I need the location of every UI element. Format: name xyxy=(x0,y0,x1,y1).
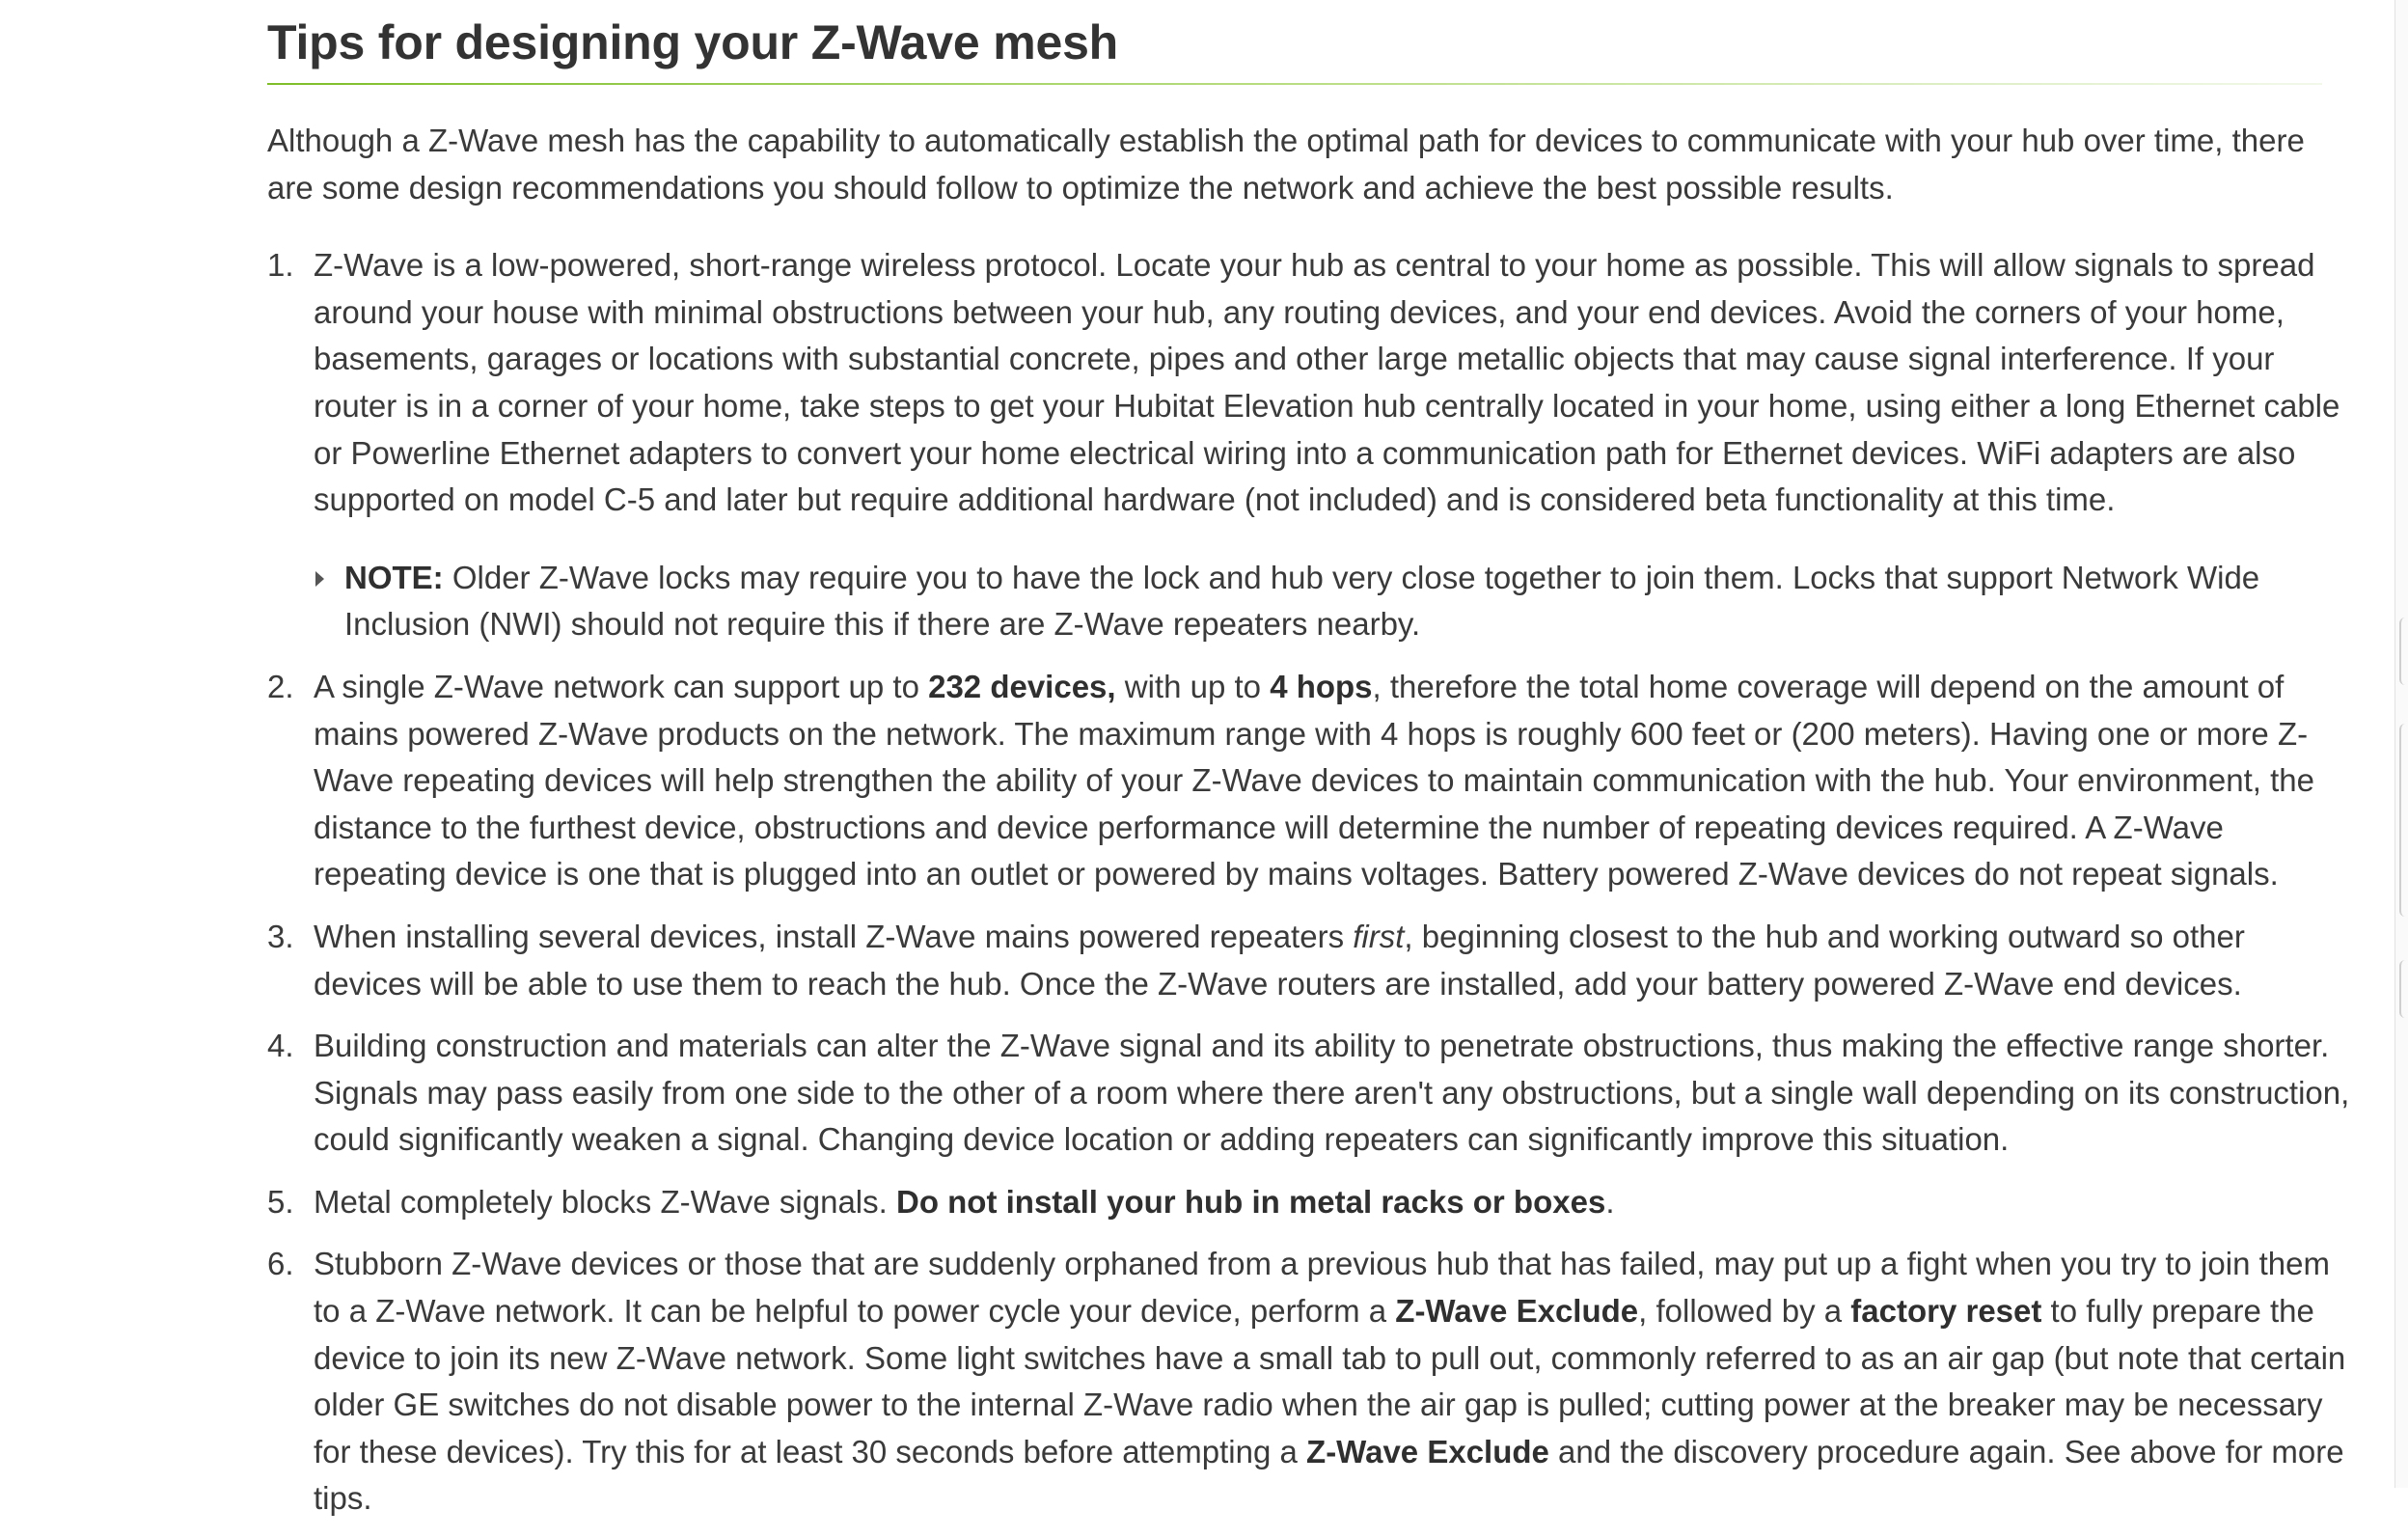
list-item-text: Z-Wave is a low-powered, short-range wireless protocol. Locate your hub as central to your home as possible. This will allow signals to spread around your house with minimal obstructions between your hub, any routing devices, and your end devices. Avoid the corners of your home, basements, garages or locations with substantial concrete, pipes and other large metallic objects that may cause signal interference. If your router is in a corner of your home, take steps to get your Hubitat Elevation hub centrally located in your home, using either a long Ethernet cable or Powerline Ethernet adapters to convert your home electrical wiring into a communication path for Ethernet devices. WiFi adapters are also supported on model C-5 and later but require additional hardware (not included) and is considered beta functionality at this time. xyxy=(314,247,2340,518)
list-item-number: 1. xyxy=(267,247,294,284)
emphasis-text: Z-Wave Exclude xyxy=(1395,1293,1639,1330)
intro-paragraph: Although a Z-Wave mesh has the capability to automatically establish the optimal path for devices to communicate with your hub over time, there are some design recommendations you should follow to optimize the network and achieve the best possible results. xyxy=(267,123,2305,206)
emphasis-text: 232 devices, xyxy=(928,668,1116,704)
note-text: Older Z-Wave locks may require you to have the lock and hub very close together to join them. Locks that support Network Wide Inclusion (NWI) should not require this if there are Z-Wave repeaters nearby. xyxy=(344,559,2260,643)
list-item-number: 4. xyxy=(267,1028,294,1064)
list-item xyxy=(267,914,2351,1007)
expand-triangle-icon[interactable] xyxy=(315,571,324,587)
list-item-text: , beginning closest to the hub and working outward so other devices will be able to use them to reach the hub. Once the Z-Wave routers are installed, add your battery powered Z-Wave end devices. xyxy=(314,918,2245,1002)
emphasis-text: 4 hops xyxy=(1270,668,1373,704)
note-label: NOTE: xyxy=(344,559,444,595)
list-item xyxy=(267,1179,2351,1226)
section-heading: Tips for designing your Z-Wave mesh xyxy=(267,15,1119,69)
tips-list xyxy=(267,242,2351,1523)
list-item-text: A single Z-Wave network can support up to xyxy=(314,668,929,704)
list-item xyxy=(267,664,2351,898)
list-item-text: When installing several devices, install Z-Wave mains powered repeaters xyxy=(314,918,1354,954)
list-item-text: Building construction and materials can alter the Z-Wave signal and its ability to penetrate obstructions, thus making the effective range shorter. Signals may pass easily from one side to the other of a room where there aren't any obstructions, but a single wall depending on its construction, could significantly weaken a signal. Changing device location or adding repeaters can significantly improve this situation. xyxy=(314,1028,2350,1158)
note-expander[interactable] xyxy=(314,555,2351,648)
list-item xyxy=(267,1241,2351,1523)
list-item-text: and the discovery procedure again. See above for more tips. xyxy=(314,1433,2344,1517)
list-item-text: to fully prepare the device to join its new Z-Wave network. Some light switches have a small tab to pull out, commonly referred to as an air gap (but note that certain older GE switches do not disable power to the internal Z-Wave radio when the air gap is pulled; cutting power at the breaker may be necessary for these devices). Try this for at least 30 seconds before attempting a xyxy=(314,1293,2346,1469)
emphasis-text: Z-Wave Exclude xyxy=(1306,1433,1549,1469)
side-tab-2[interactable] xyxy=(2399,724,2408,917)
emphasis-text: Do not install your hub in metal racks or boxes xyxy=(895,1183,1606,1220)
list-item-number: 5. xyxy=(267,1183,294,1220)
article-section xyxy=(267,0,2351,1538)
list-item-number: 2. xyxy=(267,668,294,704)
list-item xyxy=(267,1023,2351,1164)
list-item-number: 3. xyxy=(267,918,294,954)
list-item-text: , followed by a xyxy=(1638,1293,1851,1330)
italic-text: first xyxy=(1353,918,1405,954)
list-item-text: Stubborn Z-Wave devices or those that are suddenly orphaned from a previous hub that has failed, may put up a fight when you try to join them to a Z-Wave network. It can be helpful to power cycle your device, perform a xyxy=(314,1246,2330,1330)
list-item-text: , therefore the total home coverage will depend on the amount of mains powered Z-Wave products on the network. The maximum range with 4 hops is roughly 600 feet or (200 meters). Having one or more Z-Wave repeating devices will help strengthen the ability of your Z-Wave devices to maintain communication with the hub. Your environment, the distance to the furthest device, obstructions and device performance will determine the number of repeating devices required. A Z-Wave repeating device is one that is plugged into an outlet or powered by mains voltages. Battery powered Z-Wave devices do not repeat signals. xyxy=(314,668,2314,893)
list-item-text: Metal completely blocks Z-Wave signals. xyxy=(314,1183,896,1220)
side-tab-1[interactable] xyxy=(2399,618,2408,685)
list-item-number: 6. xyxy=(267,1246,294,1282)
side-tab-3[interactable] xyxy=(2399,960,2408,1018)
emphasis-text: factory reset xyxy=(1850,1293,2042,1330)
list-item-text: with up to xyxy=(1115,668,1271,704)
heading-underline xyxy=(267,83,2322,85)
list-item xyxy=(267,242,2351,648)
list-item-text: . xyxy=(1605,1183,1615,1220)
